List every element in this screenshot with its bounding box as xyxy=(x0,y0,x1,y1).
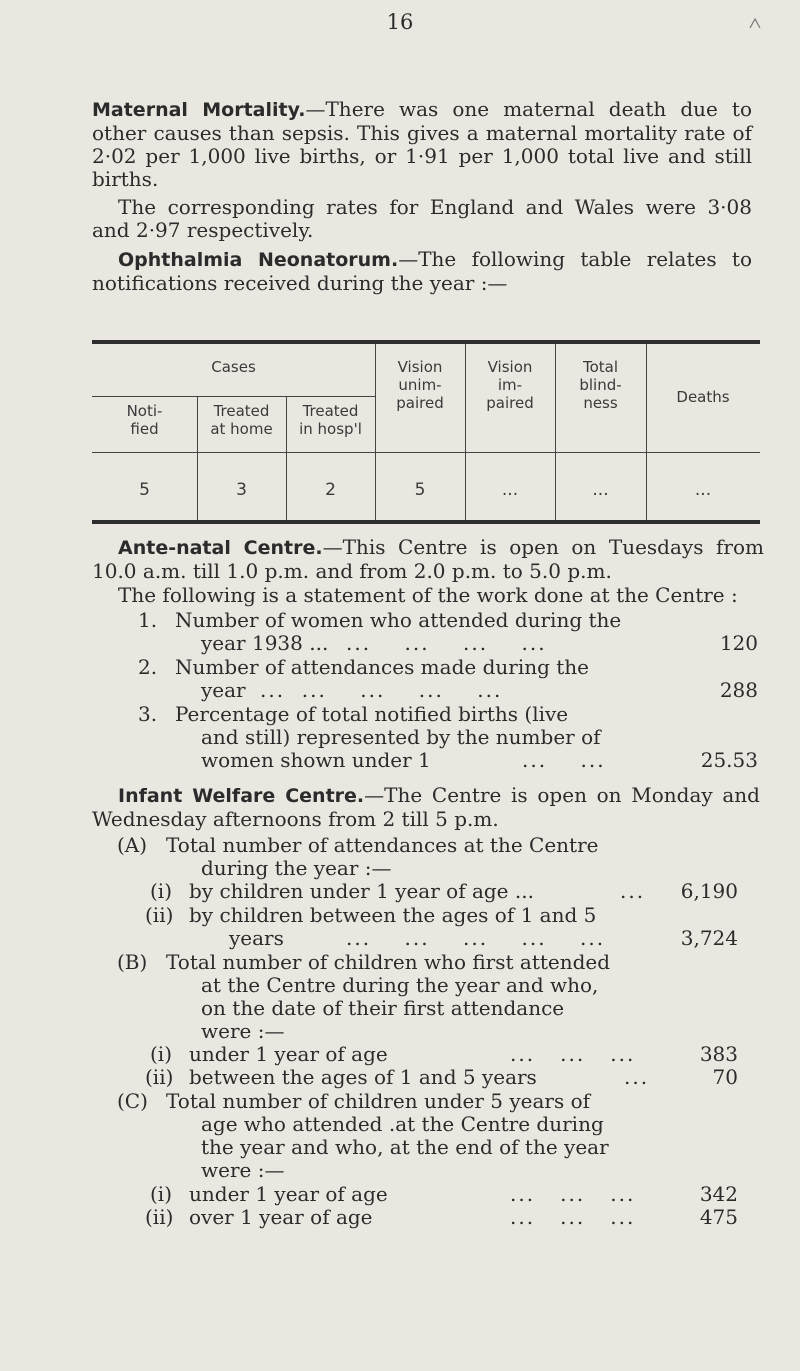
section-a-i-value: 6,190 xyxy=(680,879,738,903)
section-a-label: (A) xyxy=(117,833,148,857)
cases-group-header: Cases xyxy=(211,358,256,376)
section-a-ii-text: years xyxy=(229,926,284,950)
antenatal-item-value: 120 xyxy=(719,631,758,655)
table-subheader-rule xyxy=(92,396,375,397)
section-b-i-text: under 1 year of age xyxy=(189,1042,388,1066)
antenatal-item-text: Percentage of total notified births (live xyxy=(175,702,569,726)
total-blindness-header: Total blind- ness xyxy=(579,358,622,412)
value-treated-home: 3 xyxy=(236,480,247,500)
england-wales-rates-paragraph: The corresponding rates for England and Wales were 3·08 and 2·97 respectively. xyxy=(92,195,752,242)
table-bottom-rule xyxy=(92,520,760,524)
antenatal-item-text: Number of women who attended during the xyxy=(175,608,622,632)
antenatal-text: —This Centre is open on Tuesdays from 10.0 a.m. till 1.0 p.m. and from 2.0 p.m. to 5.0 p.m. xyxy=(92,535,764,583)
section-c-text: age who attended .at the Centre during xyxy=(201,1112,604,1136)
antenatal-item-value: 288 xyxy=(719,678,758,702)
antenatal-item-text: year xyxy=(201,678,246,702)
section-b-text: Total number of children who first attended xyxy=(166,950,611,974)
leader-dots: ... ... ... ... ... xyxy=(260,678,503,702)
section-b-ii-text: between the ages of 1 and 5 years xyxy=(189,1065,537,1089)
antenatal-item-text: year 1938 ... xyxy=(201,631,329,655)
antenatal-item-value: 25.53 xyxy=(700,748,758,772)
page-number: 16 xyxy=(386,10,414,34)
antenatal-item-number: 2. xyxy=(138,655,158,679)
antenatal-item-text: Number of attendances made during the xyxy=(175,655,590,679)
value-vision-unimpaired: 5 xyxy=(414,480,426,500)
treated-home-header: Treated at home xyxy=(210,402,273,438)
antenatal-item-text: and still) represented by the number of xyxy=(201,725,601,749)
section-c-i-label: (i) xyxy=(150,1182,173,1206)
section-b-label: (B) xyxy=(117,950,148,974)
leader-dots: ... ... ... ... ... xyxy=(346,926,606,950)
leader-dots: ... ... ... ... xyxy=(346,631,547,655)
section-a-ii-text: by children between the ages of 1 and 5 xyxy=(189,903,597,927)
section-a-i-label: (i) xyxy=(150,879,173,903)
antenatal-item-number: 1. xyxy=(138,608,158,632)
section-b-i-label: (i) xyxy=(150,1042,173,1066)
notified-header: Noti- fied xyxy=(126,402,163,438)
section-b-ii-label: (ii) xyxy=(145,1065,174,1089)
leader-dots: ... ... ... xyxy=(510,1182,636,1206)
section-a-text: during the year :— xyxy=(201,856,392,880)
section-b-text: at the Centre during the year and who, xyxy=(201,973,599,997)
value-vision-impaired: ... xyxy=(501,480,519,500)
ophthalmia-text: —The following table relates to notifications received during the year :— xyxy=(92,247,752,295)
table-top-rule xyxy=(92,340,760,344)
section-c-ii-text: over 1 year of age xyxy=(189,1205,373,1229)
value-total-blindness: ... xyxy=(592,480,609,500)
leader-dots: ... ... ... xyxy=(510,1205,636,1229)
antenatal-paragraph xyxy=(92,536,764,583)
maternal-mortality-heading: Maternal Mortality. xyxy=(92,99,306,121)
section-c-label: (C) xyxy=(117,1089,148,1113)
infant-welfare-heading: Infant Welfare Centre. xyxy=(118,785,365,807)
section-b-i-value: 383 xyxy=(699,1042,738,1066)
infant-welfare-text: —The Centre is open on Monday and Wednesday afternoons from 2 till 5 p.m. xyxy=(92,783,760,831)
section-a-ii-label: (ii) xyxy=(145,903,174,927)
antenatal-item-text: women shown under 1 xyxy=(201,748,431,772)
section-c-i-text: under 1 year of age xyxy=(189,1182,388,1206)
table-header-rule xyxy=(92,452,760,453)
ophthalmia-heading: Ophthalmia Neonatorum. xyxy=(118,249,399,271)
section-a-i-text: by children under 1 year of age ... xyxy=(189,879,534,903)
maternal-mortality-paragraph xyxy=(92,98,752,191)
section-c-ii-value: 475 xyxy=(699,1205,738,1229)
corner-mark-icon xyxy=(748,16,762,30)
antenatal-heading: Ante-natal Centre. xyxy=(118,537,323,559)
section-a-ii-value: 3,724 xyxy=(680,926,738,950)
section-c-text: Total number of children under 5 years of xyxy=(166,1089,591,1113)
leader-dots: ... ... xyxy=(522,748,606,772)
section-c-text: were :— xyxy=(201,1158,285,1182)
value-treated-hospital: 2 xyxy=(325,480,336,500)
section-a-text: Total number of attendances at the Centre xyxy=(166,833,599,857)
vision-unimpaired-header: Vision unim- paired xyxy=(396,358,444,412)
infant-welfare-paragraph xyxy=(92,784,760,831)
treated-hospital-header: Treated in hosp'l xyxy=(299,402,362,438)
antenatal-intro: The following is a statement of the work done at the Centre : xyxy=(118,583,738,607)
leader-dots: ... xyxy=(624,1065,650,1089)
maternal-mortality-text: —There was one maternal death due to other causes than sepsis. This gives a maternal mortality rate of 2·02 per 1,000 live births, or 1·91 per 1,000 total live and still births. xyxy=(92,97,753,191)
section-b-text: on the date of their first attendance xyxy=(201,996,565,1020)
section-c-text: the year and who, at the end of the year xyxy=(201,1135,609,1159)
vision-impaired-header: Vision im- paired xyxy=(486,358,534,412)
section-c-ii-label: (ii) xyxy=(145,1205,174,1229)
leader-dots: ... ... ... xyxy=(510,1042,636,1066)
antenatal-item-number: 3. xyxy=(138,702,158,726)
ophthalmia-paragraph xyxy=(92,248,752,295)
value-deaths: ... xyxy=(694,480,712,500)
value-notified: 5 xyxy=(139,480,150,500)
ophthalmia-table xyxy=(92,340,760,524)
section-c-i-value: 342 xyxy=(699,1182,738,1206)
deaths-header: Deaths xyxy=(676,388,730,406)
section-b-text: were :— xyxy=(201,1019,285,1043)
leader-dots: ... xyxy=(620,879,646,903)
section-b-ii-value: 70 xyxy=(712,1065,738,1089)
